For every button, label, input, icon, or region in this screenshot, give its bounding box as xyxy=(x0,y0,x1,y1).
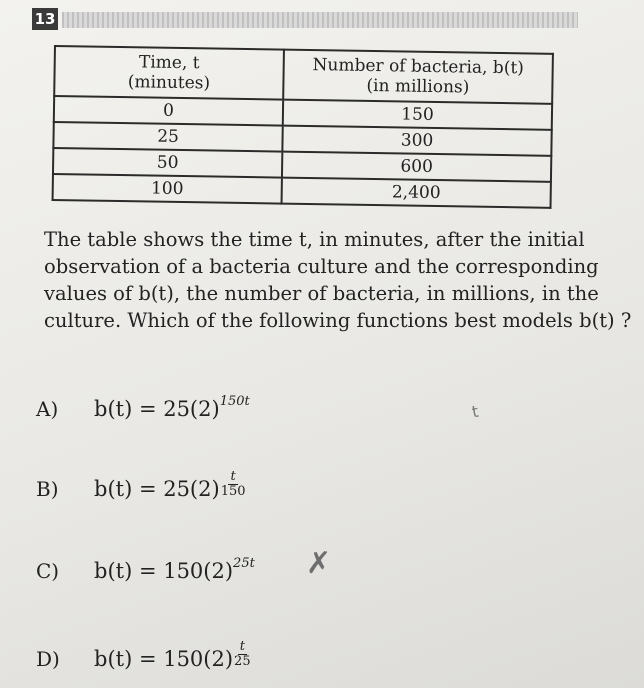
header-bar xyxy=(62,12,578,28)
exponent-denominator: 150 xyxy=(220,484,246,499)
choice-a[interactable] xyxy=(36,394,250,421)
formula-base: b(t) = 25(2) xyxy=(94,397,220,421)
choice-b[interactable] xyxy=(36,470,246,501)
choice-letter: B) xyxy=(36,477,59,501)
question-text: The table shows the time t, in minutes, after the initial observation of a bacteria culture and the corresponding values of b(t), the number of bacteria, in millions, in the culture. Which of the following functions best models b(t) ? xyxy=(44,228,632,332)
formula-base: b(t) = 25(2) xyxy=(94,477,220,501)
table-cell-bacteria: 600 xyxy=(282,152,551,182)
header-time xyxy=(54,46,284,100)
table-cell-bacteria: 300 xyxy=(282,126,551,156)
exponent-numerator: t xyxy=(239,639,245,654)
table-cell-bacteria: 2,400 xyxy=(282,178,551,208)
header-bacteria xyxy=(283,50,553,104)
table-cell-time: 25 xyxy=(53,122,282,152)
choice-formula xyxy=(94,470,246,501)
formula-fraction-exponent xyxy=(234,640,251,669)
formula-fraction-exponent xyxy=(221,470,246,499)
header-time-line1: Time, t xyxy=(138,52,200,74)
formula-base: b(t) = 150(2) xyxy=(94,559,234,583)
choice-letter: A) xyxy=(36,397,59,421)
header-bacteria-line2: (in millions) xyxy=(366,75,470,98)
table-cell-time: 0 xyxy=(54,96,283,126)
choice-d[interactable] xyxy=(36,640,251,671)
choice-formula xyxy=(94,394,250,421)
table-header-row xyxy=(54,46,553,104)
choice-letter: D) xyxy=(36,647,60,671)
choice-formula xyxy=(94,556,255,583)
header-time-line2: (minutes) xyxy=(127,72,211,94)
choice-formula xyxy=(94,640,251,671)
table-cell-time: 100 xyxy=(53,174,282,204)
exponent-numerator: t xyxy=(230,469,236,484)
choice-letter: C) xyxy=(36,559,60,583)
data-table xyxy=(52,45,554,209)
exponent-denominator: 25 xyxy=(234,654,251,669)
choice-c[interactable] xyxy=(36,556,255,583)
handwritten-cross-mark: ✗ xyxy=(306,546,332,581)
header-bacteria-line1: Number of bacteria, b(t) xyxy=(312,55,525,79)
question-number: 13 xyxy=(32,8,58,30)
handwritten-fraction-mark: t xyxy=(470,401,480,422)
table-cell-bacteria: 150 xyxy=(283,100,552,130)
table-cell-time: 50 xyxy=(53,148,282,178)
formula-base: b(t) = 150(2) xyxy=(94,647,234,671)
formula-exponent: 25t xyxy=(233,556,255,571)
formula-exponent: 150t xyxy=(219,394,250,409)
